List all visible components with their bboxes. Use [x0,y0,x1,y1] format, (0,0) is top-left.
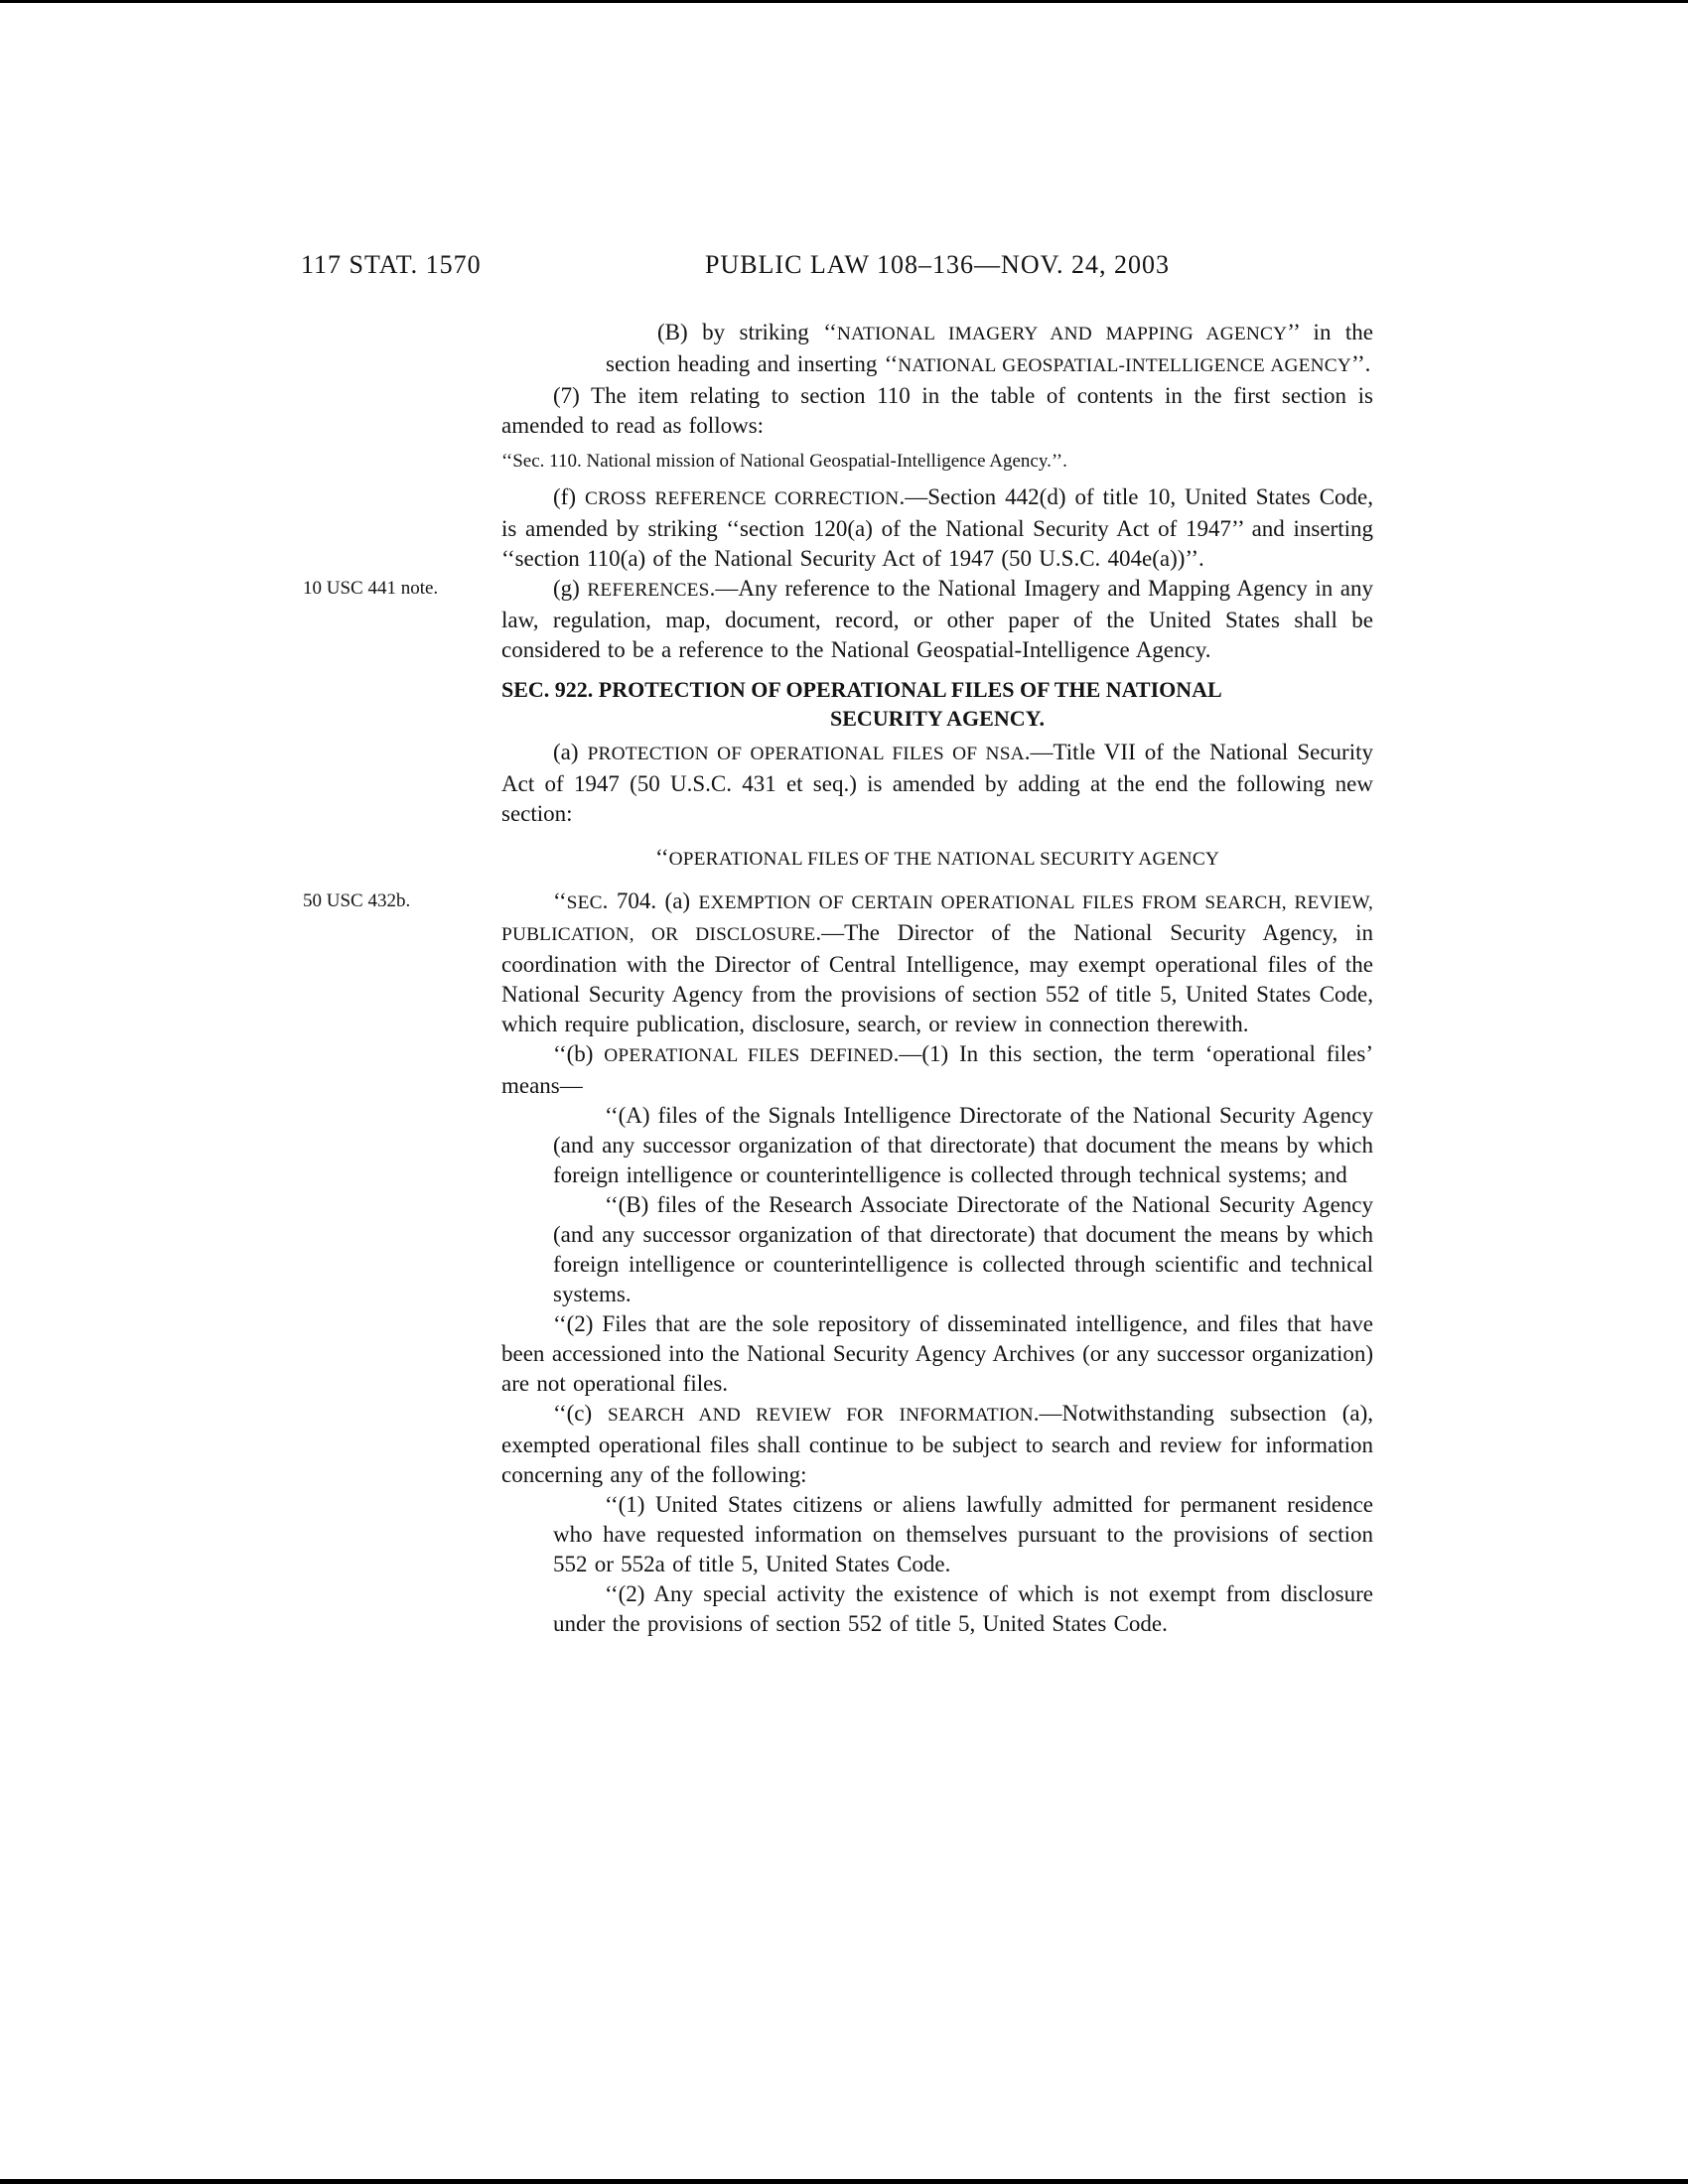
small-caps-segment: NATIONAL IMAGERY AND MAPPING AGENCY [836,324,1288,344]
subsection-f [501,482,1373,574]
heading-line: SECURITY AGENCY. [830,706,1045,731]
text-segment: . 704. (a) [602,888,699,913]
sec-704-b-1-A: ‘‘(A) files of the Signals Intelligence Directorate of the National Security Agency (and any successor organization of that directorate) that document the means by which foreign intelligence or counterintelligence is collected through technical systems; and [553,1103,1373,1187]
small-caps-segment: SEC [566,892,603,913]
stat-page-number: 117 STAT. 1570 [301,250,482,279]
sec-704-c-1: ‘‘(1) United States citizens or aliens lawfully admitted for permanent residence who have requested information on themselves pursuant to the provisions of section 552 or 552a of title 5, United States Code. [553,1492,1373,1576]
text-segment: .—Notwithstanding subsection (a), exempted operational files shall continue to be subject to search and review for information concerning any of the following: [501,1401,1373,1487]
text-segment: ’’ in the section heading and inserting ‘‘ [606,320,1373,376]
text-segment: .—The Director of the National Security Agency, in coordination with the Director of Central Intelligence, may exempt operational files of the National Security Agency from the provisions of section 552 of title 5, United States Code, which require publication, disclosure, search, or review in connection therewith. [501,920,1373,1036]
text-segment: ‘‘ [654,845,669,870]
section-922-heading [501,675,1373,733]
page-edge-bottom [0,2179,1688,2184]
margin-note: 50 USC 432b. [303,890,411,911]
sec-704-b-2: ‘‘(2) Files that are the sole repository of disseminated intelligence, and files that have been accessioned into the National Security Agency Archives (or any successor organization) are not operational files. [501,1311,1373,1396]
text-segment: .—Any reference to the National Imagery and Mapping Agency in any law, regulation, map, document, record, or other paper of the United States shall be considered to be a reference to the National Geospatial-Intelligence Agency. [501,576,1373,662]
sec-704-b [501,1039,1373,1101]
paragraph-7: (7) The item relating to section 110 in the table of contents in the first section is amended to read as follows: [501,383,1373,438]
small-caps-segment: PROTECTION OF OPERATIONAL FILES OF NSA [587,744,1025,764]
text-segment: (g) [553,576,588,601]
subsection-g [303,574,1373,665]
small-caps-segment: OPERATIONAL FILES OF THE NATIONAL SECURITY AGENCY [668,849,1220,870]
subparagraph-B [606,318,1373,381]
text-segment: (B) by striking ‘‘ [657,320,837,344]
text-segment: .—Section 442(d) of title 10, United States Code, is amended by striking ‘‘section 120(a) of the National Security Act of 1947’’ and inserting ‘‘section 110(a) of the National Security Act of 1947 (50 U.S.C. 404e(a))’’. [501,484,1373,571]
small-caps-segment: REFERENCES [587,580,710,601]
small-caps-segment: NATIONAL GEOSPATIAL-INTELLIGENCE AGENCY [898,355,1351,376]
text-segment: .—Title VII of the National Security Act of 1947 (50 U.S.C. 431 et seq.) is amended by adding at the end the following new section: [501,740,1373,826]
text-segment: .—(1) In this section, the term ‘operational files’ means— [501,1041,1373,1098]
public-law-header: PUBLIC LAW 108–136—NOV. 24, 2003 [704,250,1171,279]
small-caps-segment: CROSS REFERENCE CORRECTION [584,488,900,509]
small-caps-segment: SEARCH AND REVIEW FOR INFORMATION [608,1405,1034,1426]
margin-note: 10 USC 441 note. [303,578,439,599]
text-segment: ‘‘(b) [553,1041,605,1066]
sec-704-a [303,887,1374,1039]
text-segment: ‘‘(c) [553,1401,609,1426]
text-segment: ‘‘ [553,888,567,913]
sec-704-c [501,1399,1373,1490]
small-caps-segment: EXEMPTION OF CERTAIN OPERATIONAL FILES FROM SEARCH, REVIEW, PUBLICATION, OR DISCLOSURE [501,892,1374,945]
page-edge-top [0,0,1688,3]
text-segment: (a) [553,740,588,764]
sec-704-c-2: ‘‘(2) Any special activity the existence of which is not exempt from disclosure under the provisions of section 552 of title 5, United States Code. [553,1581,1373,1636]
subsection-a [501,738,1373,829]
toc-entry-line: ‘‘Sec. 110. National mission of National Geospatial-Intelligence Agency.’’. [501,451,1067,472]
heading-line: SEC. 922. PROTECTION OF OPERATIONAL FILES OF THE NATIONAL [501,677,1222,702]
text-segment: (f) [553,484,585,509]
small-caps-segment: OPERATIONAL FILES DEFINED [604,1045,894,1066]
text-segment: ’’. [1351,351,1371,376]
statute-body [303,318,1374,1639]
operational-files-heading [501,843,1373,875]
sec-704-b-1-B: ‘‘(B) files of the Research Associate Directorate of the National Security Agency (and any successor organization of that directorate) that document the means by which foreign intelligence or counterintelligence is collected through scientific and technical systems. [553,1192,1373,1306]
